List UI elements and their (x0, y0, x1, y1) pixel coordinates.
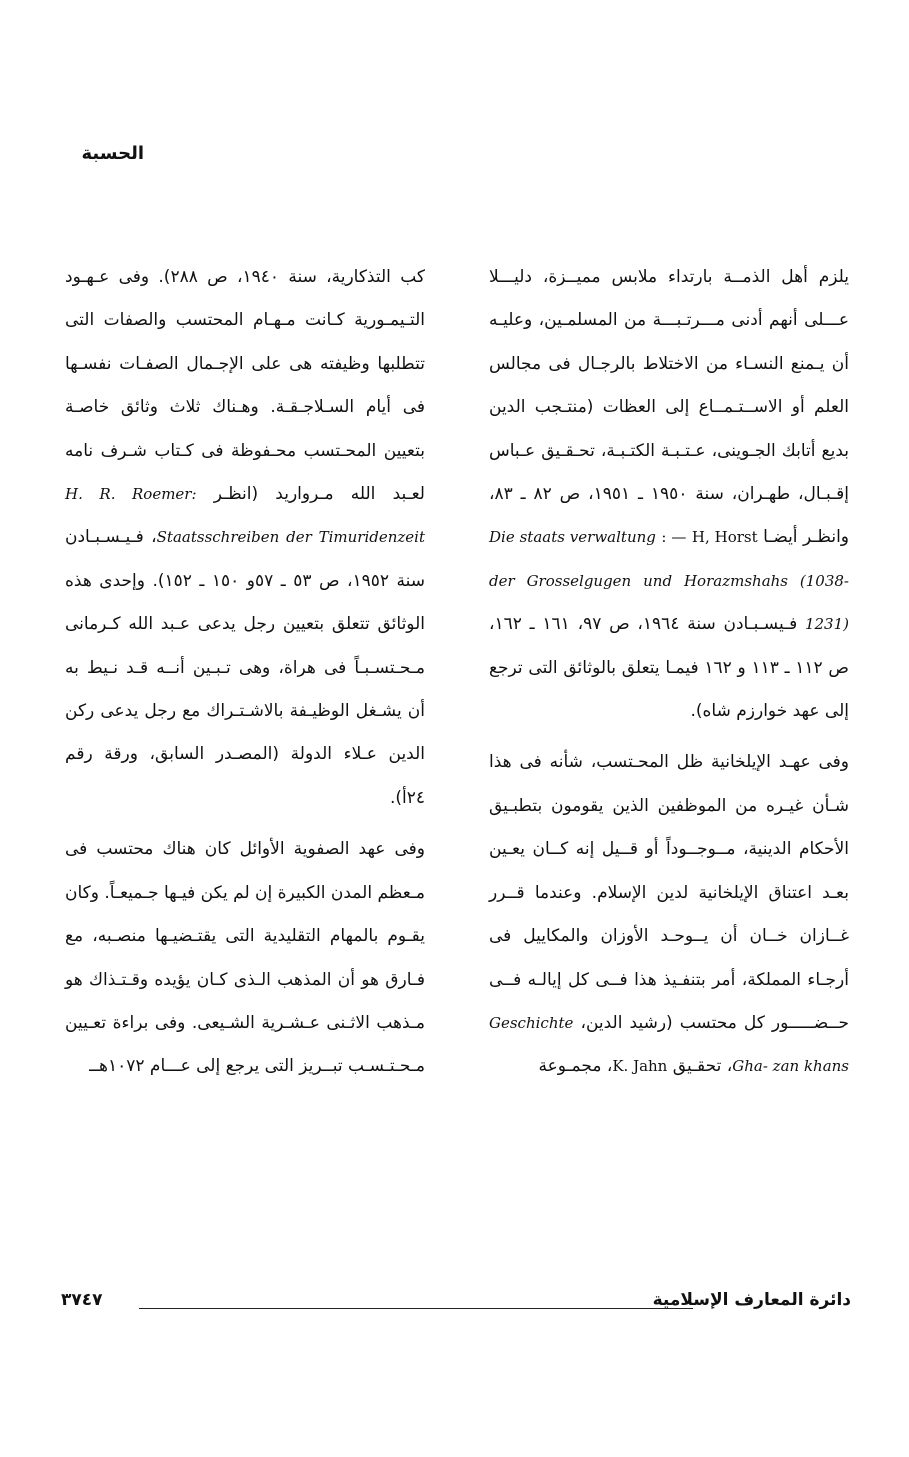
running-header-title: الحسبة (81, 143, 144, 164)
paragraph-text-continued: ، مجمـوعة (538, 1056, 613, 1077)
book-title-citation: H. R. Roemer: Staatsschreiben der Timuridenzeit (65, 485, 425, 547)
paragraph-text: كب التذكارية، سنة ١٩٤٠، ص ٢٨٨). وفى عـهـود التـيمـورية كـانت مـهـام المحتسب والصفات التى تتطلبها وظيفته هى على الإجـمال الصفـات نفسـها فى أيام السـلاجـقـة. وهـناك ثلاث وثائق خاصـة بتعيين المحـتسب محـفوظة فى كـتاب شـرف نامه لعـبد الله مـرواريد (انظـر (65, 267, 425, 505)
paragraph-dhimmi-rules (489, 256, 849, 733)
left-column (65, 256, 425, 1089)
page-number: ٣٧٤٧ (61, 1290, 103, 1310)
book-title-citation: Geschichte Gha- zan khans (489, 1013, 849, 1076)
paragraph-ilkhanid-era (489, 741, 849, 1088)
book-title-citation: Die staats verwaltung der Grosselgugen und Horazmshahs (1038- 1231) (489, 528, 849, 634)
page-footer (61, 1290, 851, 1320)
paragraph-text: يلزم أهل الذمــة بارتداء ملابس مميــزة، دليـــلا عـــلى أنهم أدنى مـــرتـبـــة من المسلمـين، وعليـه أن يـمنع النسـاء من الاختلاط بالرجـال فى مجالس العلم أو الاســتـمــاع إلى العظات (منتـجب الدين بديع أتابك الجـوينى، عـتـبـة الكتـبـة، تحـقـيق عـباس إقـبـال، طهـران، سنة ١٩٥٠ ـ ١٩٥١، ص ٨٢ ـ ٨٣، وانظـر أيضـا (489, 267, 850, 548)
author-citation: K. Jahn (612, 1057, 668, 1076)
paragraph-text: وفى عهـد الإيلخانية ظل المحـتسب، شأنه فى هذا شـأن غيـره من الموظفين الذين يقومون بتطبـيق الأحكام الدينية، مــوجــوداً أو قــيل إنه كــان يعـين بعـد اعتناق الإيلخانية لدين الإسلام. وعندما قــرر غــازان خــان أن يــوحـد الأوزان والمكاييل فى أرجـاء المملكة، أمر بتنفـيذ هذا فــى كل إيالـه فــى حــضـــــور كل محتسب (رشيد الدين، (489, 752, 850, 1033)
paragraph-text-continued: فـيسـبـادن سنة ١٩٦٤، ص ٩٧، ١٦١ ـ ١٦٢، ص ١١٢ ـ ١١٣ و ١٦٢ فيمـا يتعلق بالوثائق التى ترجع إلى عهد خوارزم شاه). (489, 614, 849, 722)
footer-divider-line (139, 1308, 693, 1309)
paragraph-safavid-era (65, 828, 425, 1088)
citation-separator: : — (661, 528, 687, 547)
paragraph-text-mid: ، تحقـيق (672, 1056, 733, 1077)
author-citation: H, Horst (691, 528, 758, 547)
footer-encyclopedia-title: دائرة المعارف الإسلامية (652, 1290, 851, 1310)
paragraph-text: وفى عهد الصفوية الأوائل كان هناك محتسب فى مـعظم المدن الكبيرة إن لم يكن فيـها جـميعـاً. وكان يقـوم بالمهام التقليدية التى يقتـضيـها منصـبه، مع فـارق هو أن المذهب الـذى كـان يؤيده وقـتـذاك هو مـذهب الاثـنى عـشـرية الشـيعى. وفى براءة تعـيين مـحـتـسـب تبــريز التى يرجع إلى عـــام ١٠٧٢هــ (65, 839, 425, 1077)
paragraph-timurid-era (65, 256, 425, 820)
right-column (489, 256, 849, 1089)
paragraph-text-continued: ، فـيـسـبـادن سنة ١٩٥٢، ص ٥٣ ـ ٥٧و ١٥٠ ـ ١٥٢). وإحدى هذه الوثائق تتعلق بتعيين رجل يدعى عـبد الله كـرمانى مـحـتسـبـاً فى هراة، وهى تـبـين أنــه قـد نـيط به أن يشـغل الوظيـفة بالاشـتـراك مع رجل يدعى ركن الدين عـلاء الدولة (المصـدر السابق، ورقة رقم ٢٤أ). (65, 527, 425, 808)
